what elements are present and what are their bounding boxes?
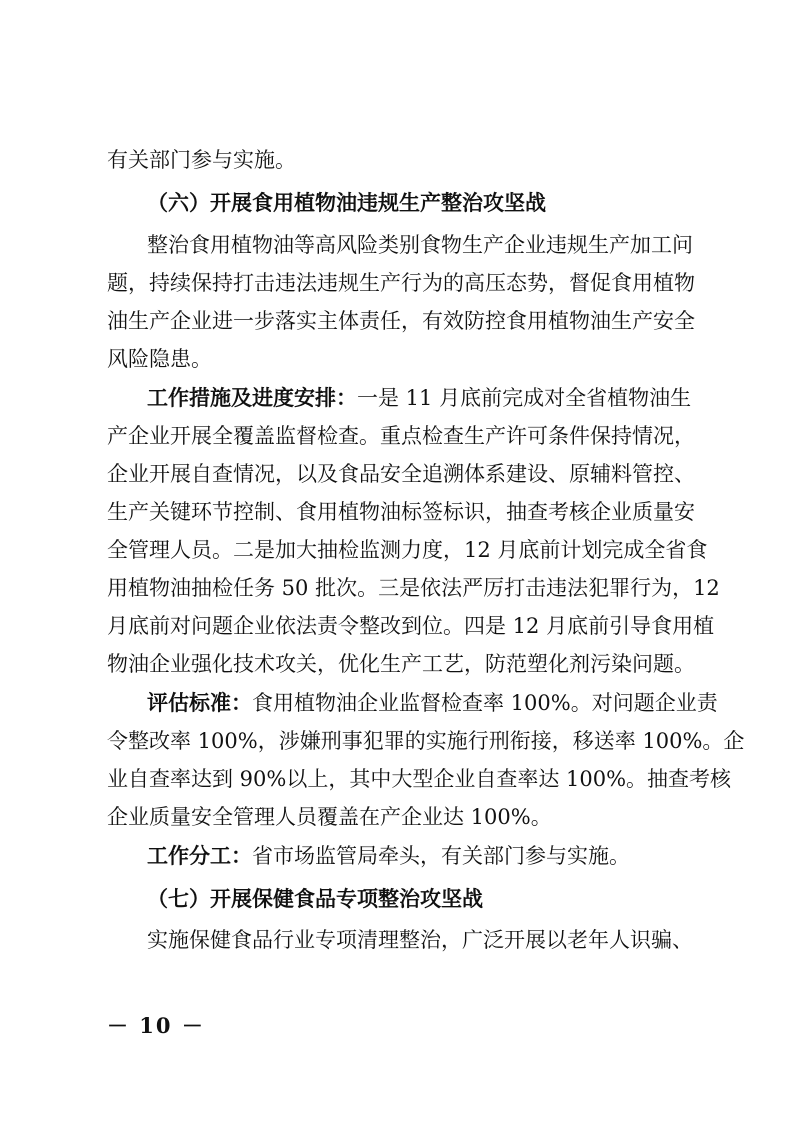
paragraph-line: 企业开展自查情况，以及食品安全追溯体系建设、原辅料管控、 — [107, 462, 695, 486]
label-criteria: 评估标准： — [147, 691, 252, 715]
section-heading: （七）开展保健食品专项整治攻坚战 — [147, 887, 483, 911]
paragraph-text: 一是 11 月底前完成对全省植物油生 — [357, 386, 692, 410]
paragraph-line: 生产关键环节控制、食用植物油标签标识，抽查考核企业质量安 — [107, 500, 695, 524]
paragraph-line: 实施保健食品行业专项清理整治，广泛开展以老年人识骗、 — [147, 928, 693, 952]
paragraph-line: 题，持续保持打击违法违规生产行为的高压态势，督促食用植物 — [107, 271, 695, 295]
paragraph-line: 业自查率达到 90%以上，其中大型企业自查率达 100%。抽查考核 — [107, 767, 732, 791]
paragraph-text: 省市场监管局牵头，有关部门参与实施。 — [252, 844, 630, 868]
paragraph-line — [147, 380, 692, 416]
paragraph-line: 油生产企业进一步落实主体责任，有效防控食用植物油生产安全 — [107, 309, 695, 333]
paragraph-line: 有关部门参与实施。 — [107, 148, 296, 172]
label-measures: 工作措施及进度安排： — [147, 386, 357, 410]
paragraph-text: 食用植物油企业监督检查率 100%。对问题企业责 — [252, 691, 718, 715]
paragraph-line: 用植物油抽检任务 50 批次。三是依法严厉打击违法犯罪行为，12 — [107, 576, 720, 600]
paragraph-line — [147, 838, 687, 874]
paragraph-line: 物油企业强化技术攻关，优化生产工艺，防范塑化剂污染问题。 — [107, 652, 695, 676]
paragraph-line: 月底前对问题企业依法责令整改到位。四是 12 月底前引导食用植 — [107, 614, 715, 638]
paragraph-line: 风险隐患。 — [107, 347, 212, 371]
paragraph-line — [147, 685, 718, 721]
page-number: － 10 － — [107, 1013, 205, 1038]
paragraph-line: 产企业开展全覆盖监督检查。重点检查生产许可条件保持情况， — [107, 424, 695, 448]
paragraph-line: 令整改率 100%，涉嫌刑事犯罪的实施行刑衔接，移送率 100%。企 — [107, 729, 745, 753]
label-division: 工作分工： — [147, 844, 252, 868]
paragraph-line: 企业质量安全管理人员覆盖在产企业达 100%。 — [107, 805, 552, 829]
paragraph-line: 整治食用植物油等高风险类别食物生产企业违规生产加工问 — [147, 233, 693, 257]
section-heading: （六）开展食用植物油违规生产整治攻坚战 — [147, 191, 546, 215]
paragraph-line: 全管理人员。二是加大抽检监测力度，12 月底前计划完成全省食 — [107, 538, 708, 562]
